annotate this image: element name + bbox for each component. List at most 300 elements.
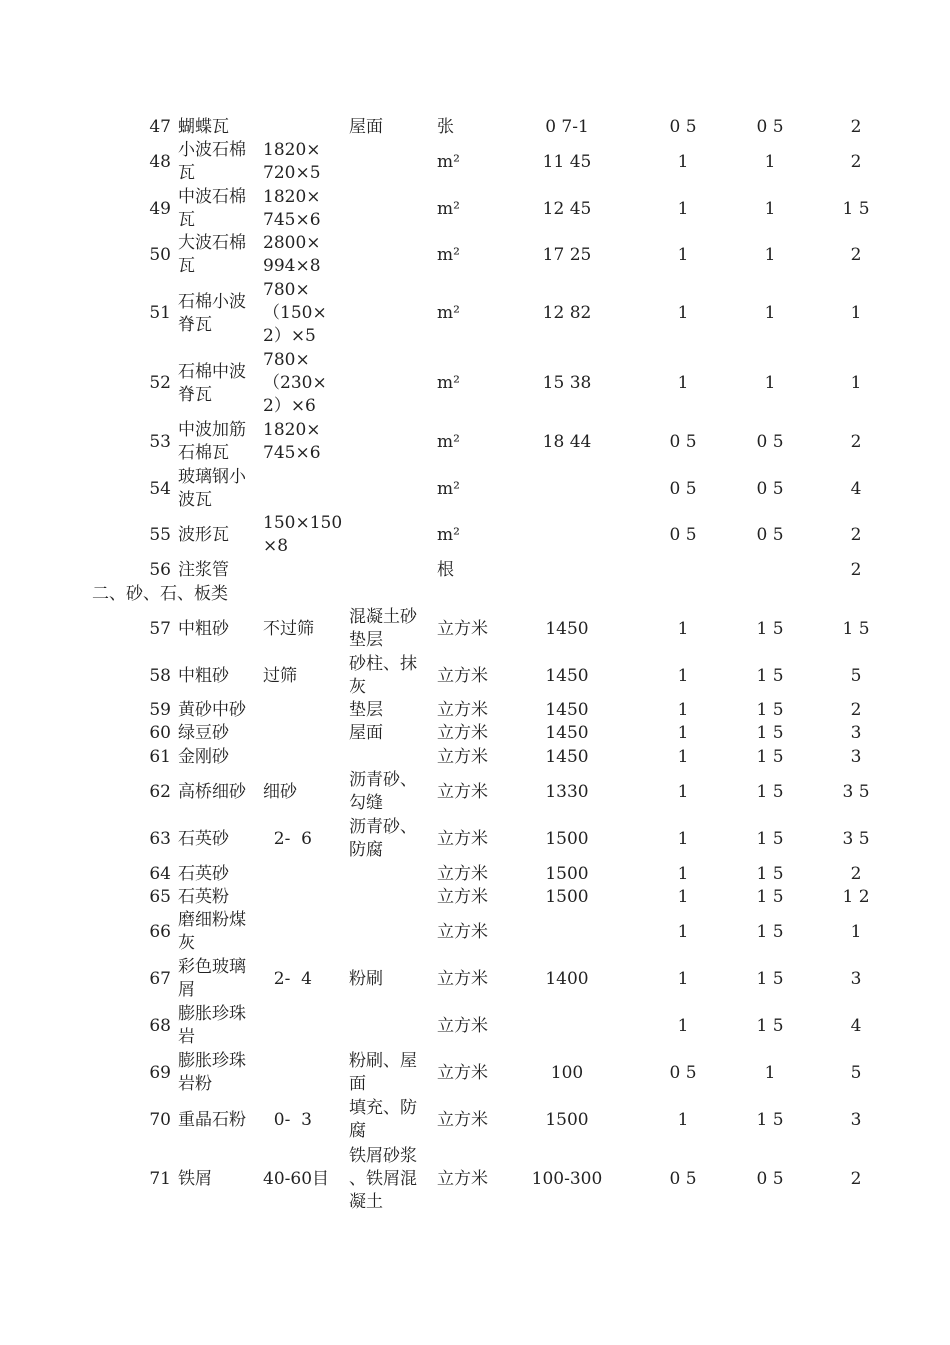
loss-rate-1-text: 0 5 [669, 1062, 697, 1083]
unit-text: m² [437, 151, 460, 172]
specification-text: 2- 4 [263, 968, 312, 989]
loss-rate-2-text: 1 5 [756, 723, 784, 743]
specification-text: 1820× 745×6 [263, 420, 321, 463]
loss-rate-1-cell [640, 419, 726, 465]
specification-cell [263, 139, 347, 185]
loss-rate-1-cell [640, 863, 726, 886]
loss-rate-1-text: 1 [677, 198, 689, 219]
density-text: 1450 [545, 700, 589, 720]
loss-rate-3-text: 3 5 [842, 781, 870, 802]
unit-text: 立方米 [437, 1109, 488, 1130]
density-cell [512, 769, 622, 815]
row-number-cell [125, 886, 171, 909]
loss-rate-2-cell [727, 419, 813, 465]
row-number-cell [125, 909, 171, 955]
loss-rate-1-cell [640, 886, 726, 909]
material-name-cell [178, 699, 260, 722]
loss-rate-2-cell [727, 186, 813, 232]
unit-cell [437, 116, 511, 139]
loss-rate-1-text: 0 5 [669, 1168, 697, 1189]
loss-rate-3-cell [813, 722, 899, 745]
loss-rate-2-text: 1 5 [756, 921, 784, 942]
usage-cell [349, 1050, 433, 1096]
table-row [0, 746, 950, 769]
loss-rate-2-cell [727, 699, 813, 722]
loss-rate-1-cell [640, 746, 726, 769]
density-text: 1450 [545, 618, 589, 639]
material-name-cell [178, 863, 260, 886]
density-cell [512, 559, 622, 582]
material-name-text: 中波石棉 瓦 [178, 187, 246, 230]
material-name-cell [178, 886, 260, 909]
row-number-text: 51 [149, 303, 171, 323]
row-number-text: 58 [149, 665, 171, 686]
loss-rate-2-text: 1 [764, 244, 776, 265]
material-name-cell [178, 139, 260, 185]
unit-text: 立方米 [437, 828, 488, 849]
usage-cell [349, 769, 433, 815]
density-text: 1450 [545, 665, 589, 686]
loss-rate-1-text: 0 5 [669, 117, 697, 137]
loss-rate-1-cell [640, 139, 726, 185]
specification-cell [263, 349, 347, 418]
usage-text: 铁屑砂浆 、铁屑混 凝土 [349, 1145, 417, 1212]
usage-text: 沥青砂、 防腐 [349, 817, 417, 860]
unit-cell [437, 1144, 511, 1214]
specification-cell [263, 1144, 347, 1214]
unit-text: 立方米 [437, 887, 488, 907]
loss-rate-2-text: 1 [764, 198, 776, 219]
table-row [0, 1144, 950, 1214]
table-row [0, 722, 950, 745]
row-number-text: 52 [149, 373, 171, 393]
table-row [0, 606, 950, 652]
table-row [0, 909, 950, 955]
loss-rate-3-text: 1 2 [842, 887, 870, 907]
row-number-cell [125, 863, 171, 886]
loss-rate-3-text: 2 [850, 524, 862, 545]
specification-cell [263, 863, 347, 886]
row-number-cell [125, 559, 171, 582]
density-text: 1500 [545, 828, 589, 849]
row-number-cell [125, 1003, 171, 1049]
specification-cell [263, 956, 347, 1002]
material-name-text: 铁屑 [178, 1168, 212, 1189]
specification-text: 不过筛 [263, 618, 314, 639]
loss-rate-3-text: 1 [850, 303, 862, 323]
unit-cell [437, 956, 511, 1002]
unit-cell [437, 349, 511, 418]
loss-rate-2-cell [727, 559, 813, 582]
unit-text: m² [437, 478, 460, 499]
usage-cell [349, 559, 433, 582]
loss-rate-1-cell [640, 769, 726, 815]
material-name-cell [178, 186, 260, 232]
material-name-cell [178, 606, 260, 652]
loss-rate-2-cell [727, 512, 813, 558]
row-number-text: 68 [149, 1015, 171, 1036]
loss-rate-3-cell [813, 139, 899, 185]
usage-text: 粉刷 [349, 968, 383, 989]
table-row [0, 466, 950, 512]
material-name-cell [178, 653, 260, 699]
row-number-text: 60 [149, 723, 171, 743]
usage-cell [349, 909, 433, 955]
material-name-cell [178, 349, 260, 418]
loss-rate-2-text: 1 5 [756, 1109, 784, 1130]
material-name-text: 石棉小波 脊瓦 [178, 291, 246, 335]
usage-cell [349, 466, 433, 512]
material-name-cell [178, 232, 260, 278]
row-number-text: 62 [149, 781, 171, 802]
row-number-text: 61 [149, 747, 171, 767]
material-name-cell [178, 1050, 260, 1096]
material-name-cell [178, 746, 260, 769]
unit-cell [437, 746, 511, 769]
material-name-text: 波形瓦 [178, 524, 229, 545]
specification-cell [263, 769, 347, 815]
density-cell [512, 909, 622, 955]
usage-text: 垫层 [349, 700, 383, 720]
loss-rate-1-cell [640, 699, 726, 722]
table-row [0, 1097, 950, 1143]
material-name-cell [178, 1097, 260, 1143]
loss-rate-1-cell [640, 606, 726, 652]
unit-text: 立方米 [437, 968, 488, 989]
loss-rate-3-text: 3 5 [842, 828, 870, 849]
row-number-text: 71 [149, 1168, 171, 1189]
density-text: 17 25 [542, 244, 592, 265]
loss-rate-2-text: 1 5 [756, 665, 784, 686]
loss-rate-2-text: 1 5 [756, 887, 784, 907]
unit-text: 立方米 [437, 700, 488, 720]
specification-cell [263, 1097, 347, 1143]
loss-rate-1-text: 1 [677, 1109, 689, 1130]
row-number-text: 67 [149, 968, 171, 989]
material-name-cell [178, 722, 260, 745]
unit-cell [437, 909, 511, 955]
loss-rate-1-text: 1 [677, 828, 689, 849]
usage-cell [349, 116, 433, 139]
specification-cell [263, 419, 347, 465]
usage-text: 填充、防 腐 [349, 1098, 417, 1141]
loss-rate-1-cell [640, 1003, 726, 1049]
loss-rate-1-cell [640, 816, 726, 862]
loss-rate-2-cell [727, 349, 813, 418]
loss-rate-3-text: 2 [850, 1168, 862, 1189]
unit-text: 立方米 [437, 921, 488, 942]
material-name-text: 金刚砂 [178, 747, 229, 767]
specification-cell [263, 186, 347, 232]
density-cell [512, 746, 622, 769]
loss-rate-1-text: 1 [677, 244, 689, 265]
loss-rate-1-text: 1 [677, 303, 689, 323]
density-cell [512, 816, 622, 862]
loss-rate-1-text: 1 [677, 373, 689, 393]
loss-rate-3-text: 5 [850, 665, 862, 686]
table-row [0, 419, 950, 465]
loss-rate-2-cell [727, 606, 813, 652]
loss-rate-1-text: 1 [677, 1015, 689, 1036]
usage-cell [349, 139, 433, 185]
loss-rate-2-text: 1 5 [756, 700, 784, 720]
loss-rate-2-cell [727, 769, 813, 815]
specification-cell [263, 232, 347, 278]
loss-rate-3-text: 1 [850, 921, 862, 942]
table-row [0, 1003, 950, 1049]
loss-rate-2-cell [727, 1003, 813, 1049]
material-name-text: 石棉中波 脊瓦 [178, 361, 246, 405]
material-name-cell [178, 816, 260, 862]
loss-rate-1-cell [640, 722, 726, 745]
loss-rate-2-cell [727, 1050, 813, 1096]
unit-text: 立方米 [437, 864, 488, 884]
loss-rate-3-text: 2 [850, 117, 862, 137]
loss-rate-1-text: 1 [677, 151, 689, 172]
unit-cell [437, 863, 511, 886]
row-number-text: 66 [149, 921, 171, 942]
loss-rate-3-text: 2 [850, 151, 862, 172]
table-row [0, 816, 950, 862]
loss-rate-2-cell [727, 746, 813, 769]
usage-cell [349, 186, 433, 232]
usage-cell [349, 653, 433, 699]
usage-cell [349, 1144, 433, 1214]
loss-rate-3-text: 4 [850, 478, 862, 499]
row-number-text: 53 [149, 431, 171, 452]
loss-rate-3-cell [813, 746, 899, 769]
usage-cell [349, 956, 433, 1002]
row-number-text: 64 [149, 864, 171, 884]
loss-rate-3-cell [813, 909, 899, 955]
usage-cell [349, 512, 433, 558]
unit-text: 立方米 [437, 1062, 488, 1083]
specification-cell [263, 466, 347, 512]
loss-rate-3-cell [813, 956, 899, 1002]
unit-text: m² [437, 198, 460, 219]
material-name-text: 玻璃钢小 波瓦 [178, 467, 246, 510]
density-cell [512, 1144, 622, 1214]
unit-text: 立方米 [437, 723, 488, 743]
loss-rate-2-cell [727, 909, 813, 955]
loss-rate-3-text: 3 [850, 723, 862, 743]
loss-rate-2-text: 0 5 [756, 431, 784, 452]
unit-cell [437, 606, 511, 652]
unit-cell [437, 816, 511, 862]
density-text: 100-300 [531, 1168, 603, 1189]
loss-rate-3-cell [813, 279, 899, 348]
loss-rate-3-cell [813, 653, 899, 699]
material-name-text: 中波加筋 石棉瓦 [178, 420, 246, 463]
loss-rate-2-cell [727, 139, 813, 185]
specification-text: 2800× 994×8 [263, 233, 321, 276]
loss-rate-2-cell [727, 1097, 813, 1143]
density-text: 1500 [545, 887, 589, 907]
loss-rate-3-cell [813, 1050, 899, 1096]
table-row [0, 653, 950, 699]
loss-rate-3-cell [813, 116, 899, 139]
unit-text: 张 [437, 117, 454, 137]
density-cell [512, 419, 622, 465]
loss-rate-3-cell [813, 886, 899, 909]
unit-text: 立方米 [437, 665, 488, 686]
usage-cell [349, 232, 433, 278]
density-cell [512, 466, 622, 512]
material-name-text: 膨胀珍珠 岩粉 [178, 1051, 246, 1094]
material-name-cell [178, 419, 260, 465]
density-cell [512, 139, 622, 185]
usage-text: 砂柱、抹 灰 [349, 654, 417, 697]
unit-text: 立方米 [437, 747, 488, 767]
specification-cell [263, 653, 347, 699]
loss-rate-3-cell [813, 466, 899, 512]
loss-rate-3-cell [813, 349, 899, 418]
density-text: 1330 [545, 781, 589, 802]
loss-rate-1-cell [640, 116, 726, 139]
specification-cell [263, 699, 347, 722]
material-name-cell [178, 559, 260, 582]
loss-rate-1-cell [640, 279, 726, 348]
density-text: 0 7-1 [545, 117, 589, 137]
loss-rate-2-text: 1 5 [756, 828, 784, 849]
usage-cell [349, 863, 433, 886]
row-number-text: 57 [149, 618, 171, 639]
usage-cell [349, 349, 433, 418]
density-text: 100 [550, 1062, 584, 1083]
loss-rate-3-text: 3 [850, 968, 862, 989]
loss-rate-2-text: 1 [764, 151, 776, 172]
density-text: 12 45 [542, 198, 592, 219]
usage-text: 沥青砂、 勾缝 [349, 770, 417, 813]
loss-rate-3-cell [813, 816, 899, 862]
loss-rate-3-text: 2 [850, 560, 862, 580]
loss-rate-3-cell [813, 1144, 899, 1214]
table-row [0, 769, 950, 815]
usage-cell [349, 722, 433, 745]
unit-text: 立方米 [437, 1015, 488, 1036]
density-text: 1500 [545, 1109, 589, 1130]
specification-text: 150×150 ×8 [263, 513, 343, 556]
loss-rate-2-text: 1 [764, 1062, 776, 1083]
density-text: 1400 [545, 968, 589, 989]
specification-cell [263, 279, 347, 348]
loss-rate-3-cell [813, 232, 899, 278]
loss-rate-1-text: 1 [677, 968, 689, 989]
unit-text: m² [437, 431, 460, 452]
specification-text: 40-60目 [263, 1168, 330, 1189]
unit-cell [437, 186, 511, 232]
unit-cell [437, 419, 511, 465]
loss-rate-1-cell [640, 186, 726, 232]
density-cell [512, 279, 622, 348]
row-number-cell [125, 1097, 171, 1143]
row-number-cell [125, 653, 171, 699]
material-name-cell [178, 1003, 260, 1049]
loss-rate-3-cell [813, 1097, 899, 1143]
material-name-cell [178, 909, 260, 955]
table-row [0, 186, 950, 232]
material-name-text: 中粗砂 [178, 618, 229, 639]
loss-rate-1-cell [640, 956, 726, 1002]
density-text: 18 44 [542, 431, 592, 452]
specification-text: 过筛 [263, 665, 297, 686]
unit-text: 立方米 [437, 618, 488, 639]
loss-rate-1-cell [640, 1050, 726, 1096]
material-name-text: 大波石棉 瓦 [178, 233, 246, 276]
material-name-cell [178, 1144, 260, 1214]
density-text: 1450 [545, 723, 589, 743]
loss-rate-1-text: 1 [677, 723, 689, 743]
table-row [0, 886, 950, 909]
specification-cell [263, 816, 347, 862]
loss-rate-2-text: 1 [764, 303, 776, 323]
row-number-cell [125, 349, 171, 418]
specification-cell [263, 116, 347, 139]
unit-cell [437, 232, 511, 278]
material-name-text: 磨细粉煤 灰 [178, 910, 246, 953]
loss-rate-1-text: 0 5 [669, 524, 697, 545]
unit-cell [437, 722, 511, 745]
specification-text: 1820× 720×5 [263, 140, 321, 183]
loss-rate-2-text: 0 5 [756, 524, 784, 545]
unit-cell [437, 139, 511, 185]
row-number-text: 47 [149, 117, 171, 137]
density-cell [512, 349, 622, 418]
row-number-cell [125, 279, 171, 348]
loss-rate-1-text: 1 [677, 781, 689, 802]
loss-rate-3-text: 1 5 [842, 618, 870, 639]
loss-rate-3-cell [813, 559, 899, 582]
usage-cell [349, 1003, 433, 1049]
loss-rate-3-text: 4 [850, 1015, 862, 1036]
loss-rate-1-cell [640, 909, 726, 955]
usage-text: 屋面 [349, 723, 383, 743]
density-text: 15 38 [542, 373, 592, 393]
specification-cell [263, 606, 347, 652]
loss-rate-2-cell [727, 232, 813, 278]
row-number-text: 55 [149, 524, 171, 545]
section-heading: 二、砂、石、板类 [92, 584, 228, 604]
specification-text: 1820× 745×6 [263, 187, 321, 230]
row-number-text: 69 [149, 1062, 171, 1083]
loss-rate-1-text: 1 [677, 921, 689, 942]
row-number-cell [125, 1144, 171, 1214]
unit-cell [437, 769, 511, 815]
loss-rate-1-cell [640, 466, 726, 512]
material-name-cell [178, 512, 260, 558]
density-cell [512, 1050, 622, 1096]
row-number-cell [125, 466, 171, 512]
unit-text: m² [437, 524, 460, 545]
usage-cell [349, 816, 433, 862]
loss-rate-1-text: 0 5 [669, 478, 697, 499]
density-cell [512, 699, 622, 722]
density-text: 1500 [545, 864, 589, 884]
row-number-text: 48 [149, 151, 171, 172]
density-cell [512, 722, 622, 745]
loss-rate-2-text: 1 5 [756, 1015, 784, 1036]
table-row [0, 863, 950, 886]
loss-rate-2-cell [727, 816, 813, 862]
density-cell [512, 886, 622, 909]
density-cell [512, 956, 622, 1002]
unit-cell [437, 466, 511, 512]
loss-rate-2-cell [727, 956, 813, 1002]
loss-rate-1-cell [640, 1144, 726, 1214]
loss-rate-3-cell [813, 699, 899, 722]
material-name-text: 重晶石粉 [178, 1109, 246, 1130]
row-number-text: 63 [149, 828, 171, 849]
